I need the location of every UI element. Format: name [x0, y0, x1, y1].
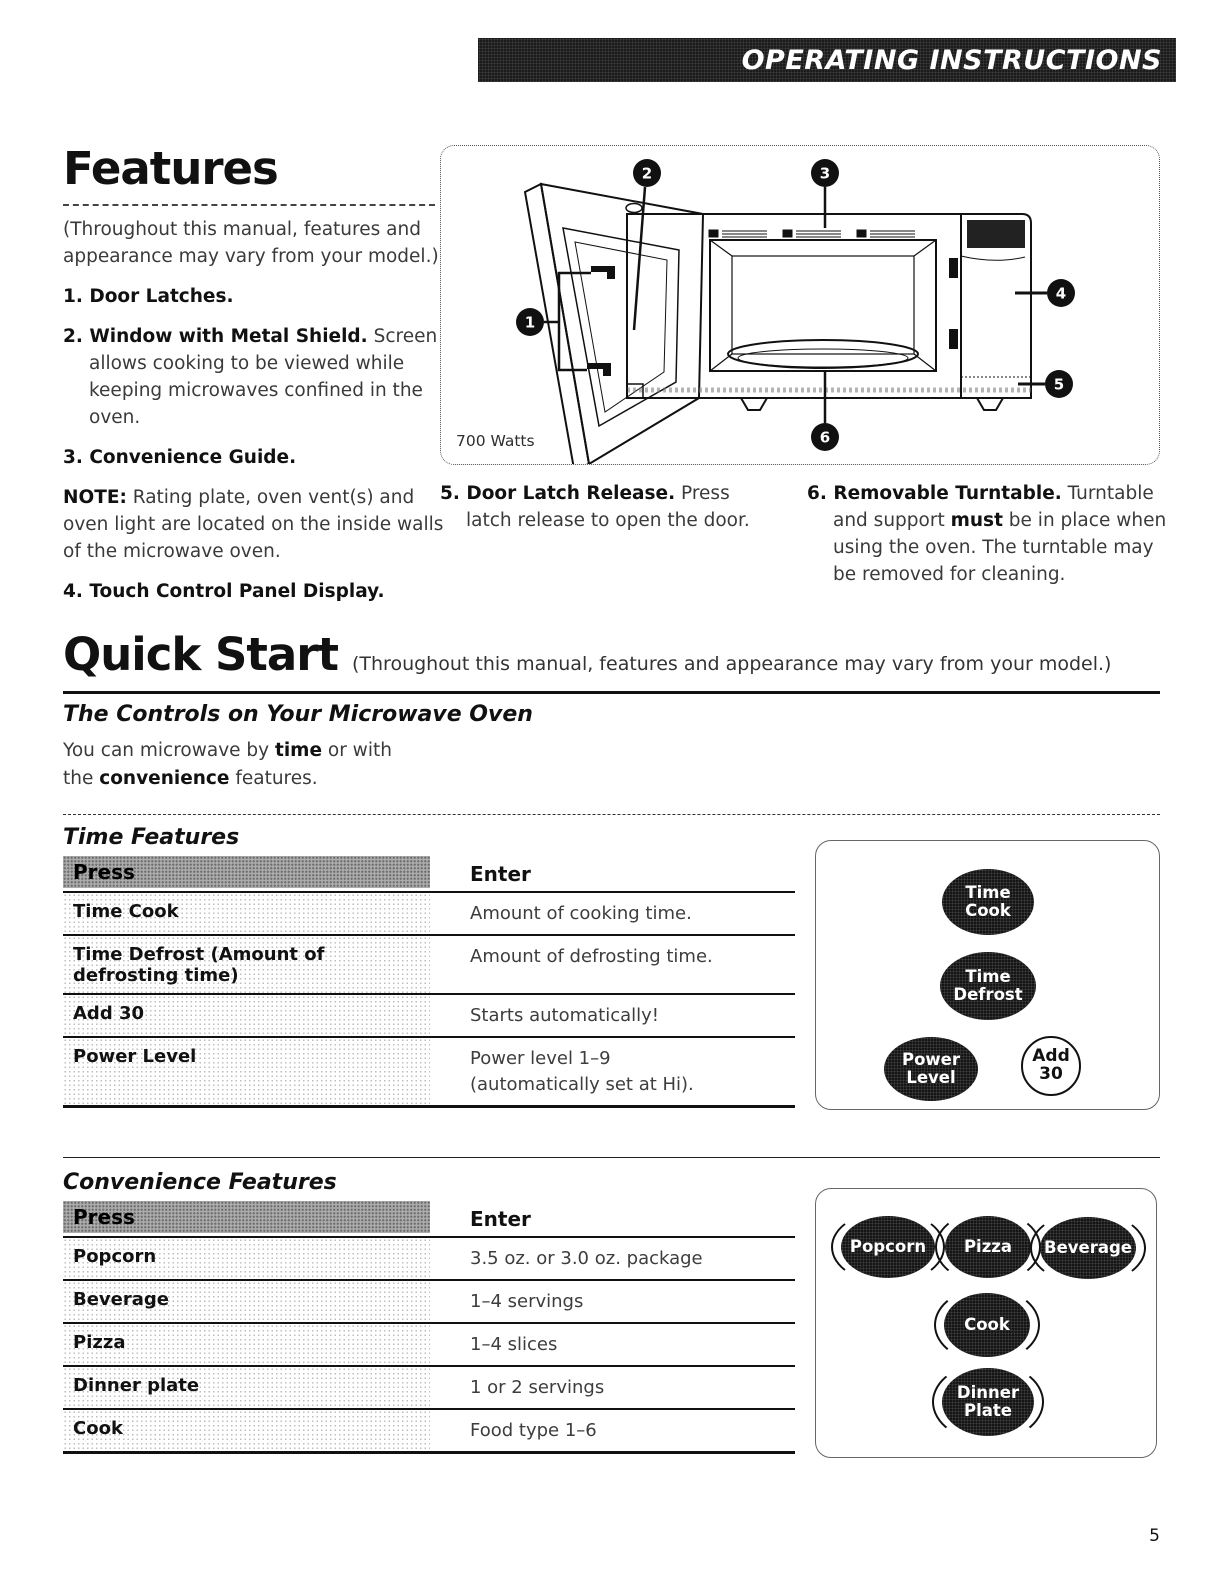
press-cell: Power Level — [63, 1038, 430, 1105]
enter-cell: 1–4 slices — [470, 1334, 558, 1355]
table-header-row — [63, 1201, 795, 1238]
table-row — [63, 1410, 795, 1454]
press-column-header: Press — [63, 856, 430, 888]
enter-cell: Food type 1–6 — [470, 1420, 597, 1441]
table-row — [63, 893, 795, 936]
microwave-diagram-frame — [440, 145, 1160, 465]
press-cell: Dinner plate — [63, 1367, 430, 1408]
banner-text: OPERATING INSTRUCTIONS — [741, 44, 1162, 76]
enter-cell: 1 or 2 servings — [470, 1377, 605, 1398]
feature-item-5: 5. Door Latch Release. Press latch release to open the door. — [440, 483, 750, 531]
latch-hole-top — [949, 258, 958, 278]
enter-cell: Amount of cooking time. — [470, 903, 692, 924]
popcorn-button: Popcorn — [841, 1216, 935, 1278]
enter-cell: Power level 1–9 (automatically set at Hi). — [470, 1048, 694, 1095]
page-number: 5 — [1149, 1526, 1160, 1546]
callout-5 — [1018, 370, 1073, 398]
enter-column-header: Enter — [470, 1207, 531, 1231]
cavity-opening — [710, 240, 936, 371]
table-row — [63, 1238, 795, 1281]
table-row — [63, 995, 795, 1038]
quick-start-title: Quick Start — [63, 628, 338, 681]
press-cell: Popcorn — [63, 1238, 430, 1279]
enter-cell: 1–4 servings — [470, 1291, 584, 1312]
press-cell: Add 30 — [63, 995, 430, 1036]
convenience-guide-marks — [709, 230, 915, 240]
door-latch-bottom — [587, 363, 611, 376]
cook-button: Cook — [944, 1293, 1030, 1357]
table-row — [63, 1281, 795, 1324]
time-controls-panel — [815, 840, 1160, 1110]
foot-left — [741, 398, 767, 410]
feature-item-3: 3. Convenience Guide. — [63, 447, 297, 468]
add-30-button: Add 30 — [1021, 1036, 1081, 1096]
press-cell: Beverage — [63, 1281, 430, 1322]
convenience-features-table — [63, 1201, 795, 1454]
feature-item-6: 6. Removable Turntable. Turntable and support must be in place when using the oven. The turntable may be removed for cleaning. — [807, 483, 1167, 585]
svg-text:6: 6 — [819, 428, 831, 447]
enter-cell: Amount of defrosting time. — [470, 946, 713, 967]
features-title: Features — [63, 142, 278, 195]
time-defrost-button: Time Defrost — [940, 952, 1036, 1020]
quick-start-subtitle: (Throughout this manual, features and appearance may vary from your model.) — [351, 653, 1112, 675]
display — [967, 220, 1025, 248]
table-row — [63, 936, 795, 995]
press-cell: Time Defrost (Amount of defrosting time) — [63, 936, 430, 993]
quick-start-header — [63, 628, 1160, 681]
hinge — [626, 204, 642, 213]
controls-heading: The Controls on Your Microwave Oven — [63, 702, 533, 727]
quick-start-rule — [63, 691, 1160, 694]
feature-item-4: 4. Touch Control Panel Display. — [63, 581, 385, 602]
press-cell: Pizza — [63, 1324, 430, 1365]
door-window — [575, 242, 667, 412]
door-latch-top — [591, 266, 615, 279]
table-row — [63, 1324, 795, 1367]
operating-instructions-banner — [478, 38, 1176, 82]
microwave-diagram — [441, 146, 1160, 465]
beverage-button: Beverage — [1040, 1217, 1136, 1279]
time-features-heading: Time Features — [63, 825, 240, 850]
convenience-controls-panel — [815, 1188, 1157, 1458]
time-cook-button: Time Cook — [942, 869, 1034, 935]
svg-text:1: 1 — [524, 313, 536, 332]
feature-item-2: 2. Window with Metal Shield. Screen allows cooking to be viewed while keeping microwaves confined in the oven. — [63, 326, 438, 428]
convenience-features-heading: Convenience Features — [63, 1170, 337, 1195]
door-window-frame — [563, 228, 679, 426]
svg-text:3: 3 — [819, 164, 831, 183]
svg-text:5: 5 — [1053, 375, 1065, 394]
features-list — [63, 216, 455, 618]
feature-item-1: 1. Door Latches. — [63, 286, 234, 307]
press-cell: Cook — [63, 1410, 430, 1451]
time-features-table — [63, 856, 795, 1108]
watts-label: 700 Watts — [456, 432, 535, 450]
features-title-rule — [63, 204, 435, 206]
enter-cell: Starts automatically! — [470, 1005, 659, 1026]
convenience-section-divider — [63, 1157, 1160, 1158]
latch-hole-bottom — [949, 329, 958, 349]
features-intro: (Throughout this manual, features and appearance may vary from your model.) — [63, 219, 439, 267]
features-note: NOTE: Rating plate, oven vent(s) and oven light are located on the inside walls of the microwave oven. — [63, 487, 444, 562]
svg-text:4: 4 — [1055, 284, 1067, 303]
time-section-divider — [63, 814, 1160, 815]
table-row — [63, 1367, 795, 1410]
enter-column-header: Enter — [470, 862, 531, 886]
power-level-button: Power Level — [884, 1037, 978, 1101]
press-column-header: Press — [63, 1201, 430, 1233]
table-row — [63, 1038, 795, 1108]
quick-start-intro: You can microwave by time or with the convenience features. — [63, 740, 392, 789]
enter-cell: 3.5 oz. or 3.0 oz. package — [470, 1248, 703, 1269]
dinner-plate-button: Dinner Plate — [942, 1368, 1034, 1436]
table-header-row — [63, 856, 795, 893]
pizza-button: Pizza — [945, 1216, 1031, 1278]
foot-right — [977, 398, 1003, 410]
turntable-rim — [738, 349, 908, 367]
press-cell: Time Cook — [63, 893, 430, 934]
svg-text:2: 2 — [641, 164, 653, 183]
